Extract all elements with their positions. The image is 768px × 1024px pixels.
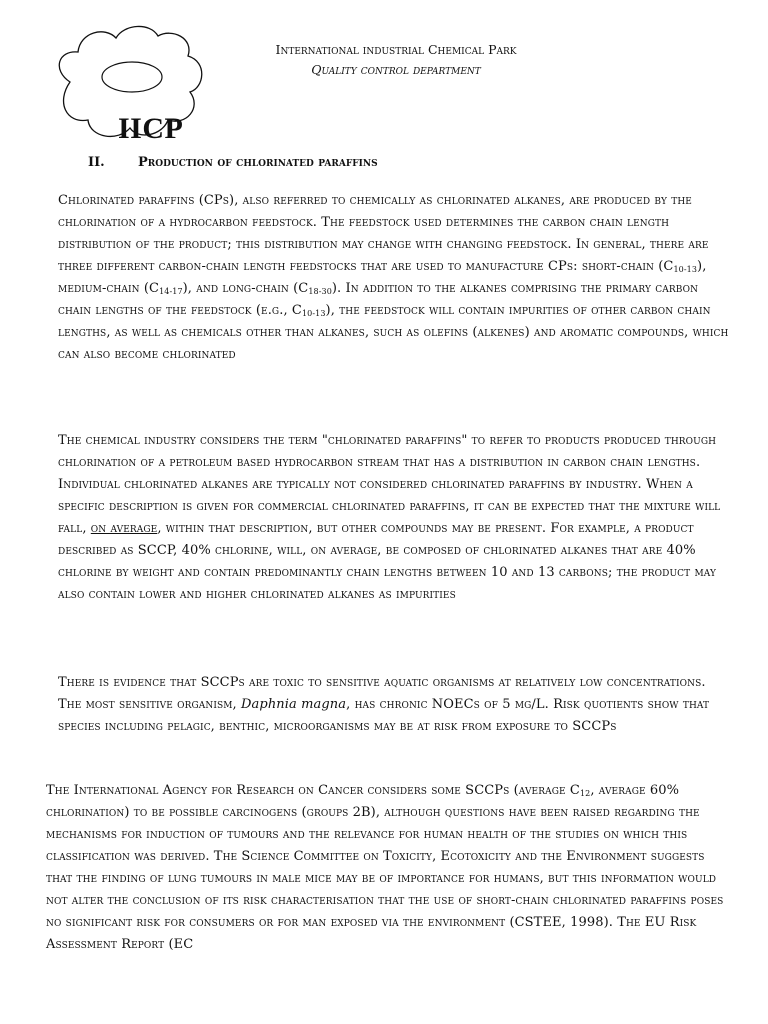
logo-text: IICP [118,112,184,145]
subscript: 10-13 [673,265,698,274]
text-run: ), and long-chain (C [182,281,309,296]
text-run: , within that description, but other compounds may be present. For example, a product described as SCCP, 40% chlorine, will, on average, be composed of chlorinated alkanes that are 40% chlorine by weight and contain predominantly chain lengths between 10 and 13 carbons; the product may also contain lower and higher chlorinated alkanes as impurities [58,521,717,602]
underlined-text: on average [90,521,158,536]
paragraph-carcinogenicity [46,780,730,956]
paragraph-industry-definition [58,430,730,606]
text-run: , has chronic NOECs of 5 µg/L. Risk quotients show that species including pelagic, benthic, microorganisms may be at risk from exposure to SCCPs [58,697,710,734]
department-name: Quality control department [311,62,481,77]
subscript: 10-13 [301,309,326,318]
paragraph-chlorinated-paraffins [58,190,730,366]
section-number: II. [88,155,105,170]
text-run: The International Agency for Research on Cancer considers some SCCPs (average C [46,783,580,798]
italic-species-name: Daphnia magna [241,697,347,712]
text-run: The chemical industry considers the term "chlorinated paraffins" to refer to products produced through chlorination of a petroleum based hydrocarbon stream that has a distribution in carbon chain lengths. Individual chlorinated alkanes are typically not considered chlorinated paraffins by industry. When a specific description is given for commercial chlorinated paraffins, it can be expected that the mixture will fall, [58,433,721,536]
text-run: Chlorinated paraffins (CPs), also referred to chemically as chlorinated alkanes, are produced by the chlorination of a hydrocarbon feedstock. The feedstock used determines the carbon chain length distribution of the product; this distribution may change with changing feedstock. In general, there are three different carbon-chain length feedstocks that are used to manufacture CPs: short-chain (C [58,193,709,274]
text-run: ). In addition to the alkanes comprising the primary carbon chain lengths of the feedstock (e.g., C [58,281,699,318]
text-run: ), the feedstock will contain impurities of other carbon chain lengths, as well as chemicals other than alkanes, such as olefins (alkenes) and aromatic compounds, which can also become chlorinated [58,303,729,362]
text-run: ), medium-chain (C [58,259,707,296]
section-heading [88,155,378,170]
section-title: Production of chlorinated paraffins [138,155,378,170]
paragraph-toxicity [58,672,730,738]
subscript: 14-17 [159,287,183,296]
subscript: 18-30 [308,287,332,296]
text-run: There is evidence that SCCPs are toxic to sensitive aquatic organisms at relatively low concentrations. The most sensitive organism, [58,675,706,712]
org-name: International industrial Chemical Park [275,42,517,57]
text-run: , average 60% chlorination) to be possible carcinogens (groups 2B), although questions have been raised regarding the mechanisms for induction of tumours and the relevance for human health of the studies on which this classification was derived. The Science Committee on Toxicity, Ecotoxicity and the Environment suggests that the finding of lung tumours in male mice may be of importance for humans, but this information would not alter the conclusion of its risk characterisation that the use of short-chain chlorinated paraffins poses no significant risk for consumers or for man exposed via the environment (CSTEE, 1998). The EU Risk Assessment Report (EC [46,783,724,952]
subscript: 12 [579,789,591,798]
